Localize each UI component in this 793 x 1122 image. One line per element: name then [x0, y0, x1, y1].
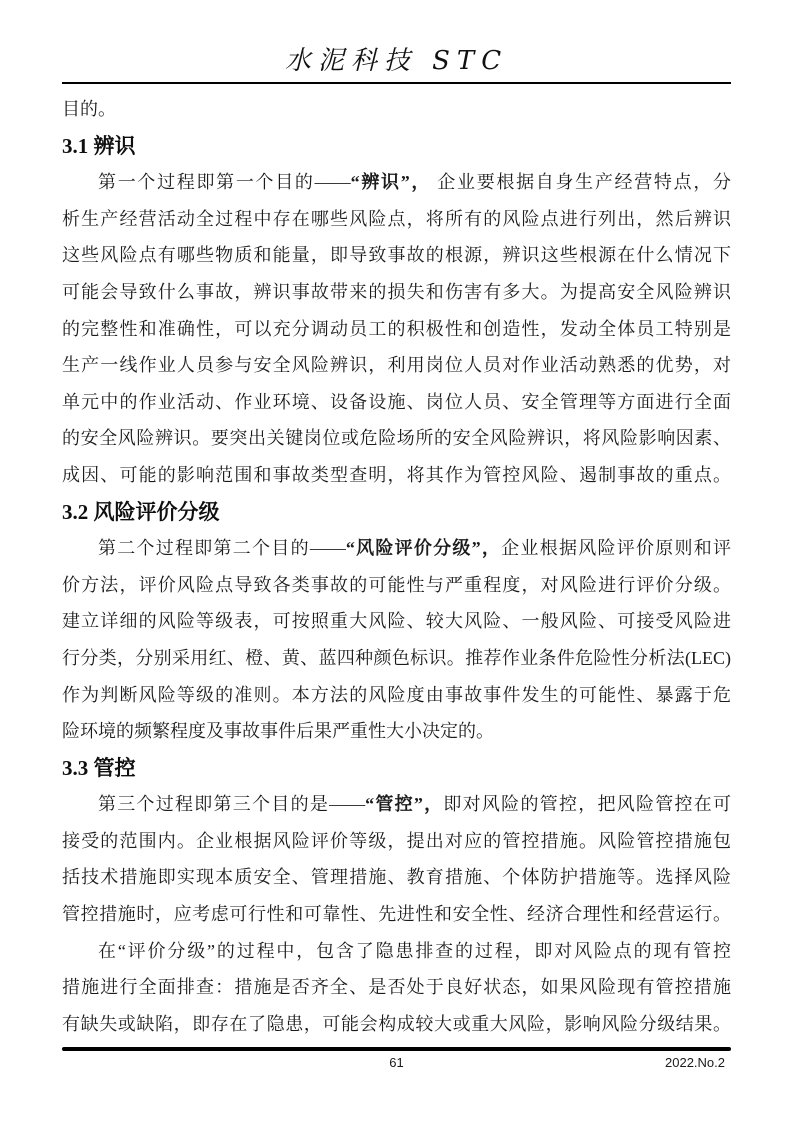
text-run: 括技术措施即实现本质安全、管理措施、教育措施、个体防护措施等。选择风险 — [62, 867, 731, 888]
text-line — [62, 530, 731, 567]
text-run: 价方法，评价风险点导致各类事故的可能性与严重程度，对风险进行评价分级。 — [62, 574, 731, 595]
text-line — [62, 457, 731, 494]
text-run: 单元中的作业活动、作业环境、设备设施、岗位人员、安全管理等方面进行全面 — [62, 391, 731, 412]
text-line — [62, 164, 731, 201]
emphasis-bold: “辨识”， — [350, 172, 432, 193]
text-line — [62, 786, 731, 823]
text-run: 管控措施时，应考虑可行性和可靠性、先进性和安全性、经济合理性和经营运行。 — [62, 904, 731, 925]
footer-rule — [62, 1047, 731, 1051]
paragraph — [62, 933, 731, 1043]
text-run: 析生产经营活动全过程中存在哪些风险点，将所有的风险点进行列出，然后辨识 — [62, 208, 731, 229]
paragraph — [62, 164, 731, 493]
footer-row — [62, 1055, 731, 1073]
text-line — [62, 933, 731, 970]
section-heading: 3.3 管控 — [62, 755, 136, 780]
text-line — [62, 201, 731, 238]
text-line — [62, 567, 731, 604]
text-line — [62, 384, 731, 421]
page-header — [0, 0, 793, 77]
text-line — [62, 1006, 731, 1043]
text-run: 第一个过程即第一个目的—— — [98, 172, 351, 193]
text-run: 第三个过程即第三个目的是—— — [98, 794, 366, 815]
text-run: 接受的范围内。企业根据风险评价等级，提出对应的管控措施。风险管控措施包 — [62, 830, 731, 851]
text-run: 作为判断风险等级的准则。本方法的风险度由事故事件发生的可能性、暴露于危 — [62, 684, 731, 705]
text-run: 的安全风险辨识。要突出关键岗位或危险场所的安全风险辨识，将风险影响因素、 — [62, 428, 731, 449]
text-run: 在“评价分级”的过程中，包含了隐患排查的过程，即对风险点的现有管控 — [98, 940, 731, 961]
text-line — [62, 823, 731, 860]
journal-title: 水泥科技 STC — [284, 46, 509, 76]
section-heading: 3.2 风险评价分级 — [62, 499, 220, 524]
document-body — [62, 91, 731, 1042]
section-heading: 3.1 辨识 — [62, 133, 136, 158]
text-run: 企业要根据自身生产经营特点，分 — [431, 172, 732, 193]
text-line — [62, 603, 731, 640]
text-line — [62, 420, 731, 457]
text-run: 这些风险点有哪些物质和能量，即导致事故的根源，辨识这些根源在什么情况下 — [62, 245, 731, 266]
text-line — [62, 640, 731, 677]
paragraph — [62, 530, 731, 750]
text-run: 第二个过程即第二个目的—— — [98, 538, 346, 559]
text-line — [62, 677, 731, 714]
page-number: 61 — [389, 1055, 404, 1070]
text-line — [62, 713, 731, 750]
text-run: 可能会导致什么事故，辨识事故带来的损失和伤害有多大。为提高安全风险辨识 — [62, 281, 731, 302]
text-line — [62, 859, 731, 896]
text-line — [62, 237, 731, 274]
text-run: 有缺失或缺陷，即存在了隐患，可能会构成较大或重大风险，影响风险分级结果。 — [62, 1013, 731, 1034]
emphasis-bold: “管控”， — [365, 794, 444, 815]
text-line — [62, 969, 731, 1006]
text-line — [62, 311, 731, 348]
text-line — [62, 896, 731, 933]
text-line — [62, 274, 731, 311]
text-run: 生产一线作业人员参与安全风险辨识，利用岗位人员对作业活动熟悉的优势，对 — [62, 355, 731, 376]
paragraph — [62, 786, 731, 932]
text-run: 行分类，分别采用红、橙、黄、蓝四种颜色标识。推荐作业条件危险性分析法(LEC) — [62, 647, 731, 668]
emphasis-bold: “风险评价分级”， — [345, 538, 502, 559]
text-run: 险环境的频繁程度及事故事件后果严重性大小决定的。 — [62, 721, 494, 742]
text-run: 企业根据风险评价原则和评 — [501, 538, 732, 559]
text-run: 的完整性和准确性，可以充分调动员工的积极性和创造性，发动全体员工特别是 — [62, 318, 731, 339]
text-run: 成因、可能的影响范围和事故类型查明，将其作为管控风险、遏制事故的重点。 — [62, 464, 731, 485]
text-run: 建立详细的风险等级表，可按照重大风险、较大风险、一般风险、可接受风险进 — [62, 611, 731, 632]
issue-number: 2022.No.2 — [665, 1055, 725, 1070]
continuation-line: 目的。 — [62, 99, 116, 119]
text-run: 即对风险的管控，把风险管控在可 — [443, 794, 732, 815]
header-rule — [62, 82, 731, 84]
text-line — [62, 347, 731, 384]
text-run: 措施进行全面排查：措施是否齐全、是否处于良好状态，如果风险现有管控措施 — [62, 977, 731, 998]
page-footer — [62, 1047, 731, 1073]
